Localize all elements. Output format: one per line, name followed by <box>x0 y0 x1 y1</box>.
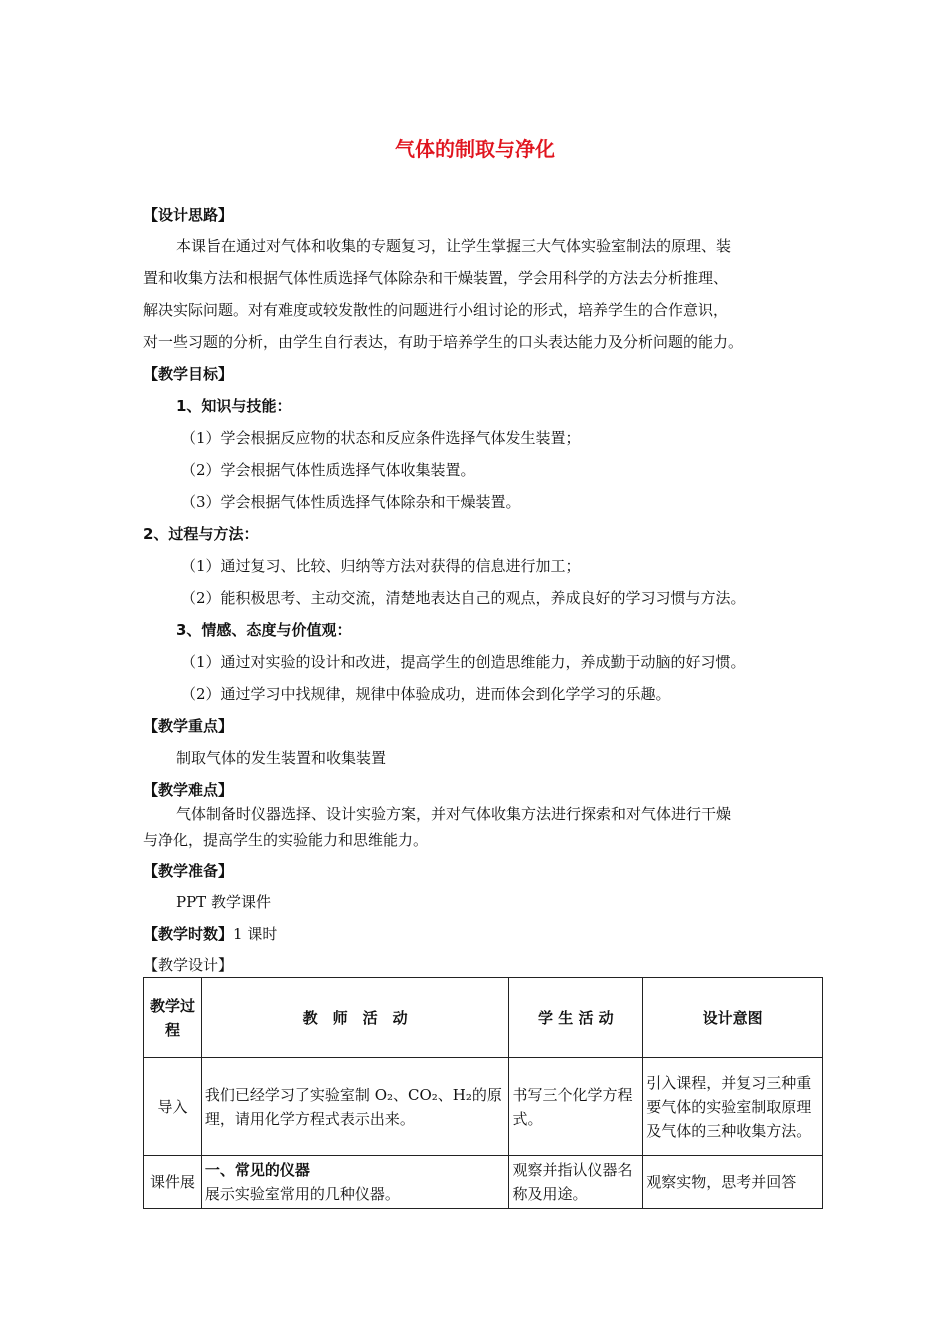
difficulty-line: 气体制备时仪器选择、设计实验方案，并对气体收集方法进行探索和对气体进行干燥 <box>176 805 732 823</box>
design-idea-line: 对一些习题的分析，由学生自行表达，有助于培养学生的口头表达能力及分析问题的能力。 <box>143 333 744 351</box>
hours-row <box>143 924 277 944</box>
row-intent: 引入课程，并复习三种重要气体的实验室制取原理及气体的三种收集方法。 <box>643 1058 823 1156</box>
goal3-heading: 3、情感、态度与价值观： <box>176 621 352 639</box>
row-intent: 观察实物，思考并回答 <box>643 1156 823 1209</box>
goal1-heading: 1、知识与技能： <box>176 397 292 415</box>
header-stage: 教学过程 <box>144 978 202 1058</box>
goal1-item: （2）学会根据气体性质选择气体收集装置。 <box>181 461 476 479</box>
header-student: 学 生 活 动 <box>509 978 643 1058</box>
goal3-item: （1）通过对实验的设计和改进，提高学生的创造思维能力，养成勤于动脑的好习惯。 <box>181 653 746 671</box>
row-stage: 课件展 <box>144 1156 202 1209</box>
prep-text: PPT 教学课件 <box>176 893 271 911</box>
header-teacher: 教 师 活 动 <box>201 978 509 1058</box>
row-teacher <box>201 1156 509 1209</box>
goal3-item: （2）通过学习中找规律，规律中体验成功，进而体会到化学学习的乐趣。 <box>181 685 671 703</box>
goal1-item: （3）学会根据气体性质选择气体除杂和干燥装置。 <box>181 493 521 511</box>
goal2-item: （2）能积极思考、主动交流，清楚地表达自己的观点，养成良好的学习习惯与方法。 <box>181 589 746 607</box>
difficulty-line: 与净化，提高学生的实验能力和思维能力。 <box>143 831 429 849</box>
design-heading: 【教学设计】 <box>143 956 234 974</box>
row-stage: 导入 <box>144 1058 202 1156</box>
header-intent: 设计意图 <box>643 978 823 1058</box>
table-row <box>144 1058 823 1156</box>
table-row <box>144 1156 823 1209</box>
goal1-item: （1）学会根据反应物的状态和反应条件选择气体发生装置； <box>181 429 581 447</box>
goals-heading: 【教学目标】 <box>143 365 234 383</box>
row-student: 书写三个化学方程式。 <box>509 1058 643 1156</box>
row-teacher-heading: 一、常见的仪器 <box>204 1161 310 1179</box>
design-idea-heading: 【设计思路】 <box>143 206 234 224</box>
design-idea-line: 置和收集方法和根据气体性质选择气体除杂和干燥装置，学会用科学的方法去分析推理、 <box>143 269 729 287</box>
prep-heading: 【教学准备】 <box>143 862 234 880</box>
difficulty-heading: 【教学难点】 <box>143 781 234 799</box>
design-idea-line: 本课旨在通过对气体和收集的专题复习，让学生掌握三大气体实验室制法的原理、装 <box>176 237 732 255</box>
row-student: 观察并指认仪器名称及用途。 <box>509 1156 643 1209</box>
page-title: 气体的制取与净化 <box>395 137 555 161</box>
table-header-row <box>144 978 823 1058</box>
design-idea-line: 解决实际问题。对有难度或较发散性的问题进行小组讨论的形式，培养学生的合作意识， <box>143 301 729 319</box>
key-heading: 【教学重点】 <box>143 717 234 735</box>
row-teacher-text: 展示实验室常用的几种仪器。 <box>204 1185 400 1203</box>
hours-heading: 【教学时数】 <box>143 925 234 943</box>
lesson-design-table <box>143 977 823 1209</box>
key-text: 制取气体的发生装置和收集装置 <box>176 749 387 767</box>
row-teacher: 我们已经学习了实验室制 O₂、CO₂、H₂的原理，请用化学方程式表示出来。 <box>201 1058 509 1156</box>
goal2-heading: 2、过程与方法： <box>143 525 259 543</box>
hours-text: 1 课时 <box>233 925 278 943</box>
goal2-item: （1）通过复习、比较、归纳等方法对获得的信息进行加工； <box>181 557 581 575</box>
